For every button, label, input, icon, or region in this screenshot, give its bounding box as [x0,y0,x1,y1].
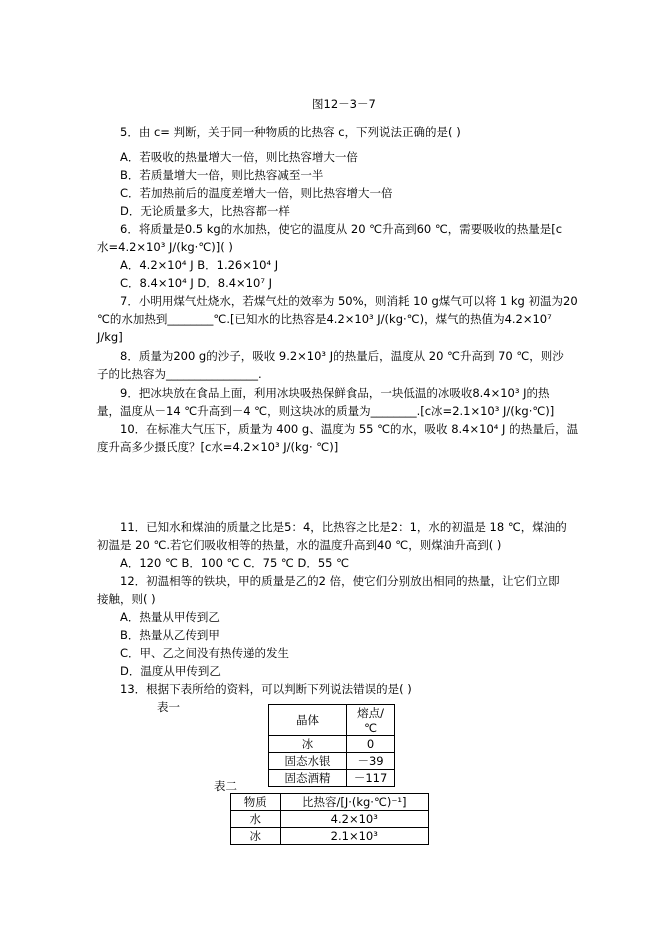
q5-option-b: B．若质量增大一倍，则比热容减至一半 [120,168,324,182]
q12-option-c: C．甲、乙之间没有热传递的发生 [120,646,290,660]
question-9-cont: 量，温度从－14 ℃升高到－4 ℃，则这块冰的质量为________.[c冰=2.1×10³ J/(kg·℃)] [97,404,555,418]
question-6: 6．将质量是0.5 kg的水加热，使它的温度从 20 ℃升高到60 ℃，需要吸收的热量是[c [120,222,563,236]
question-11-cont: 初温是 20 ℃.若它们吸收相等的热量，水的温度升高到40 ℃，则煤油升高到( ) [97,538,502,552]
q5-option-c: C．若加热前后的温度差增大一倍，则比热容增大一倍 [120,186,393,200]
question-5: 5．由 c= 判断，关于同一种物质的比热容 c，下列说法正确的是( ) [120,125,461,139]
table-header [269,705,395,736]
q5-option-a: A．若吸收的热量增大一倍，则比热容增大一倍 [120,150,358,164]
q6-options-ab: A．4.2×10⁴ J B．1.26×10⁴ J [120,258,279,272]
question-12: 12．初温相等的铁块，甲的质量是乙的2 倍，使它们分别放出相同的热量，让它们立即 [120,574,560,588]
table1-label: 表一 [157,700,180,714]
table-row [269,753,395,770]
table-row [231,811,429,828]
question-7: 7．小明用煤气灶烧水，若煤气灶的效率为 50%，则消耗 10 g煤气可以将 1 kg 初温为20 [120,294,578,308]
question-7-cont: ℃的水加热到________℃.[已知水的比热容是4.2×10³ J/(kg·℃)，煤气的热值为4.2×10⁷ [97,312,552,326]
question-10-cont: 度升高多少摄氏度？[c水=4.2×10³ J/(kg· ℃)] [97,440,339,454]
table-row [269,770,395,787]
question-9: 9．把冰块放在食品上面，利用冰块吸热保鲜食品，一块低温的冰吸收8.4×10³ J的热 [120,386,550,400]
table-cell: 0 [347,736,395,753]
q12-option-d: D．温度从甲传到乙 [120,664,221,678]
question-8: 8．质量为200 g的沙子，吸收 9.2×10³ J的热量后，温度从 20 ℃升高到 70 ℃，则沙 [120,349,564,363]
table-row [269,736,395,753]
header-cell: 物质 [231,794,281,811]
header-cell: 熔点/℃ [347,705,395,736]
table-row [231,828,429,845]
table-cell: －117 [347,770,395,787]
question-12-cont: 接触，则( ) [97,592,156,606]
table-cell: 固态水银 [269,753,347,770]
q6-options-cd: C．8.4×10⁴ J D．8.4×10⁷ J [120,276,272,290]
figure-caption: 图12－3－7 [312,97,376,111]
table-cell: 2.1×10³ [280,828,429,845]
table-cell: 4.2×10³ [280,811,429,828]
table-header [231,794,429,811]
q12-option-a: A．热量从甲传到乙 [120,610,220,624]
table-cell: 冰 [231,828,281,845]
table-cell: －39 [347,753,395,770]
question-7-cont2: J/kg] [97,330,123,344]
table-cell: 固态酒精 [269,770,347,787]
table2-label: 表二 [214,779,237,793]
melting-point-table [268,704,395,787]
q5-option-d: D．无论质量多大，比热容都一样 [120,204,290,218]
table-cell: 水 [231,811,281,828]
question-6-cont: 水=4.2×10³ J/(kg·℃)]( ) [97,240,233,254]
q11-options: A．120 ℃ B．100 ℃ C．75 ℃ D．55 ℃ [120,556,350,570]
question-8-cont: 子的比热容为________________. [97,367,262,381]
q12-option-b: B．热量从乙传到甲 [120,628,220,642]
question-13: 13．根据下表所给的资料，可以判断下列说法错误的是( ) [120,682,412,696]
header-cell: 晶体 [269,705,347,736]
header-cell: 比热容/[J·(kg·℃)⁻¹] [280,794,429,811]
table-cell: 冰 [269,736,347,753]
question-10: 10．在标准大气压下，质量为 400 g、温度为 55 ℃的水，吸收 8.4×10⁴ J 的热量后，温 [120,422,579,436]
specific-heat-table [230,793,429,845]
question-11: 11．已知水和煤油的质量之比是5：4，比热容之比是2：1，水的初温是 18 ℃，煤油的 [120,520,567,534]
